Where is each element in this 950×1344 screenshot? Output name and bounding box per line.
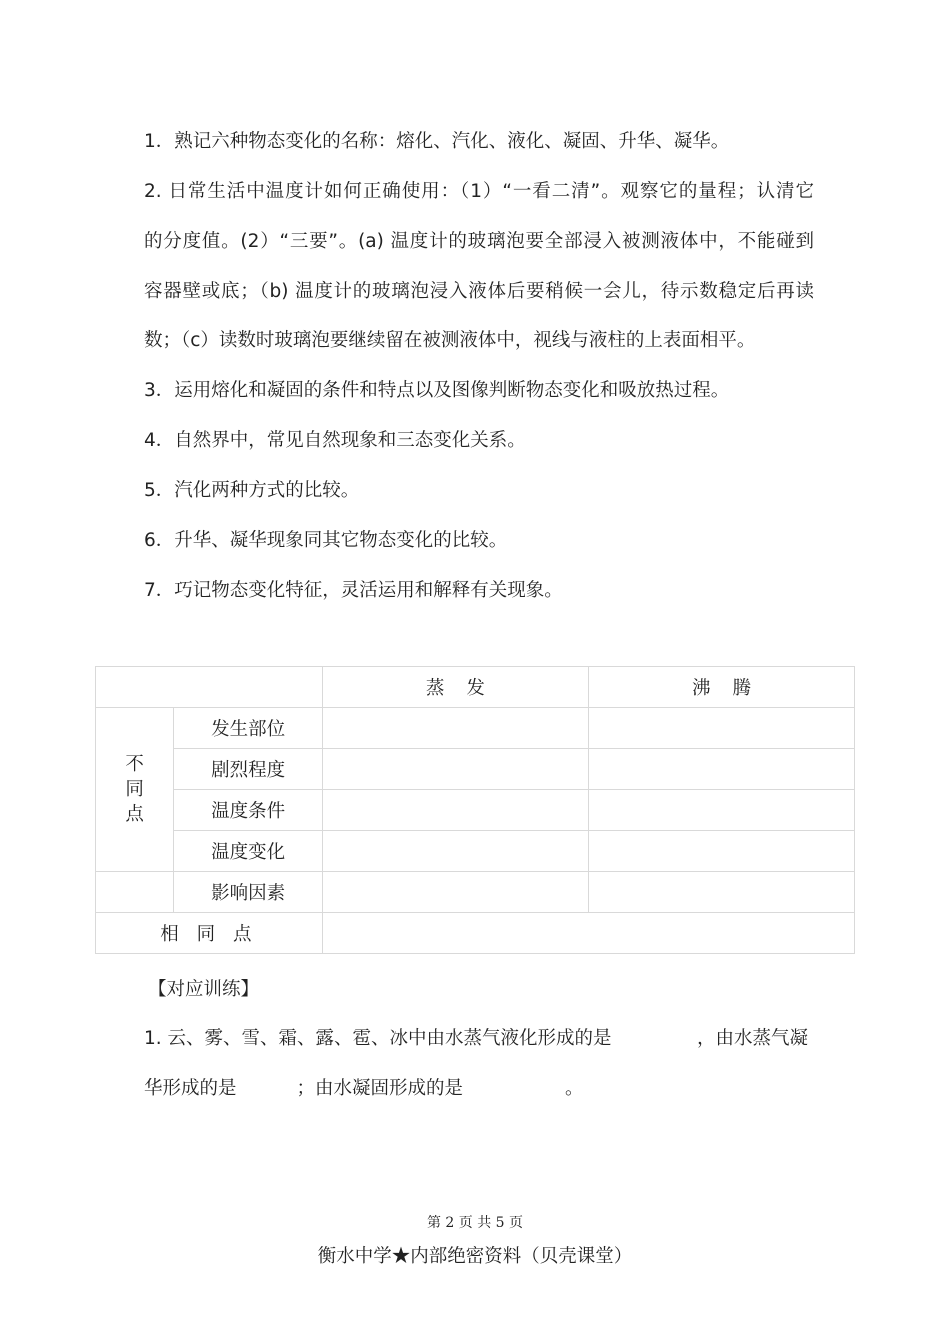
row-label: 影响因素 xyxy=(174,872,323,913)
point-1: 1．熟记六种物态变化的名称：熔化、汽化、液化、凝固、升华、凝华。 xyxy=(144,131,730,152)
table-cell[interactable] xyxy=(322,708,588,749)
row-label: 剧烈程度 xyxy=(174,749,323,790)
point-2-line-4: 数；（c）读数时玻璃泡要继续留在被测液体中，视线与液柱的上表面相平。 xyxy=(144,330,756,351)
table-cell[interactable] xyxy=(588,872,854,913)
table-header-boiling: 沸腾 xyxy=(588,667,854,708)
table-cell[interactable] xyxy=(322,831,588,872)
table-row-common xyxy=(96,913,855,954)
question-1-text-d: ；由水凝固形成的是 xyxy=(296,1078,464,1099)
question-1-text-a: 1. 云、雾、雪、霜、露、雹、冰中由水蒸气液化形成的是 xyxy=(144,1028,612,1049)
page-number: 第 2 页 共 5 页 xyxy=(426,1215,524,1231)
point-2-line-3: 容器壁或底；（b) 温度计的玻璃泡浸入液体后要稍候一会儿，待示数稳定后再读 xyxy=(144,281,814,302)
question-1-line-2 xyxy=(144,1076,584,1102)
table-cell[interactable] xyxy=(588,790,854,831)
row-label: 发生部位 xyxy=(174,708,323,749)
table-row xyxy=(96,872,855,913)
comparison-table xyxy=(95,666,855,954)
footer-source: 衡水中学★内部绝密资料（贝壳课堂） xyxy=(317,1246,633,1267)
point-7: 7．巧记物态变化特征，灵活运用和解释有关现象。 xyxy=(144,580,563,601)
row-label: 温度条件 xyxy=(174,790,323,831)
table-cell[interactable] xyxy=(588,749,854,790)
exercise-title: 【对应训练】 xyxy=(148,979,260,1000)
table-cell-common[interactable] xyxy=(322,913,854,954)
table-cell[interactable] xyxy=(322,749,588,790)
table-row xyxy=(96,790,855,831)
question-1-line-1 xyxy=(144,1026,808,1052)
group-label-text: 不同点 xyxy=(125,754,144,825)
table-header-evaporation: 蒸发 xyxy=(322,667,588,708)
table-row xyxy=(96,831,855,872)
group-label-differences xyxy=(96,708,174,872)
point-3: 3．运用熔化和凝固的条件和特点以及图像判断物态变化和吸放热过程。 xyxy=(144,380,730,401)
table-row xyxy=(96,708,855,749)
question-1-text-e: 。 xyxy=(565,1078,584,1099)
table-header-row xyxy=(96,667,855,708)
point-5: 5．汽化两种方式的比较。 xyxy=(144,480,360,501)
common-label: 相 同 点 xyxy=(96,913,323,954)
question-1-text-b: ，由水蒸气凝 xyxy=(696,1028,808,1049)
point-2-line-1: 2. 日常生活中温度计如何正确使用：（1）“一看二清”。观察它的量程；认清它 xyxy=(144,181,814,202)
table-row xyxy=(96,749,855,790)
point-2-line-2: 的分度值。(2）“三要”。(a) 温度计的玻璃泡要全部浸入被测液体中，不能碰到 xyxy=(144,231,814,252)
table-cell[interactable] xyxy=(588,708,854,749)
table-header-empty xyxy=(96,667,323,708)
table-cell[interactable] xyxy=(322,790,588,831)
table-cell[interactable] xyxy=(588,831,854,872)
question-1-text-c: 华形成的是 xyxy=(144,1078,237,1099)
group-label-empty xyxy=(96,872,174,913)
row-label: 温度变化 xyxy=(174,831,323,872)
table-cell[interactable] xyxy=(322,872,588,913)
point-6: 6．升华、凝华现象同其它物态变化的比较。 xyxy=(144,530,508,551)
point-4: 4．自然界中，常见自然现象和三态变化关系。 xyxy=(144,430,526,451)
